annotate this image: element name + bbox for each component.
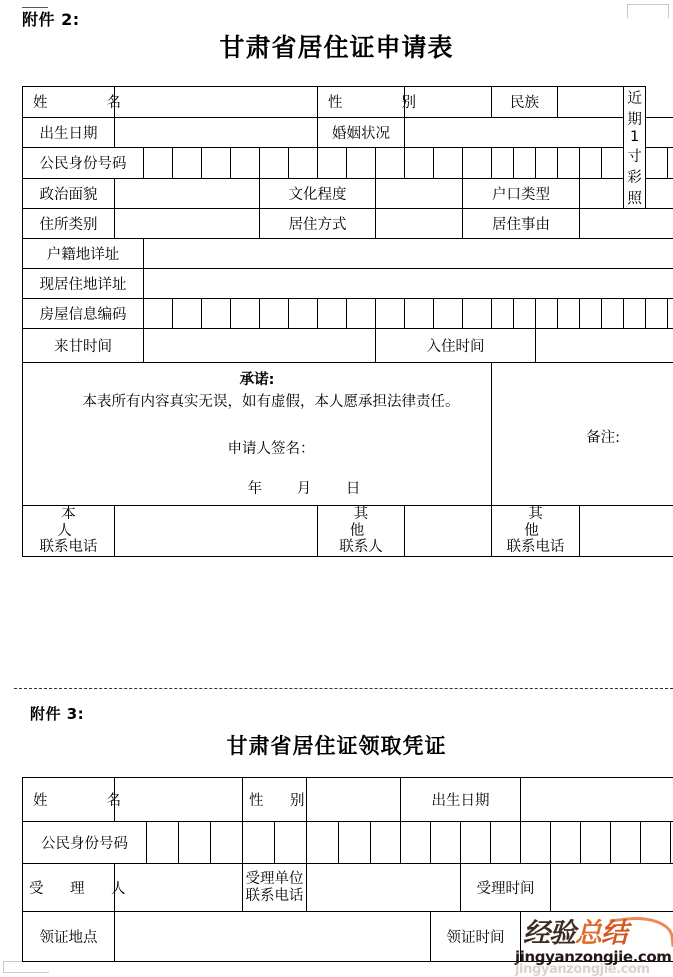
house-code-box[interactable] xyxy=(289,299,318,329)
label-other-phone-line1: 其 他 xyxy=(492,506,579,539)
value-current-address[interactable] xyxy=(144,269,673,299)
label-residence-mode: 居住方式 xyxy=(260,209,376,239)
label-hukou-address: 户籍地详址 xyxy=(23,239,144,269)
watermark-brand-char2: 验 xyxy=(549,918,575,949)
voucher-row-handler xyxy=(23,864,673,912)
house-code-box[interactable] xyxy=(536,299,558,329)
voucher-id-digit-box[interactable] xyxy=(431,822,461,864)
voucher-label-pickup-place: 领证地点 xyxy=(23,912,115,962)
label-education: 文化程度 xyxy=(260,178,376,209)
table-row-contacts xyxy=(23,505,673,556)
value-residence-type[interactable] xyxy=(115,209,260,239)
value-education[interactable] xyxy=(376,178,463,209)
voucher-label-accept-time: 受理时间 xyxy=(461,864,551,912)
residence-permit-application-table xyxy=(22,86,673,557)
table-row-birthdate xyxy=(23,117,673,148)
voucher-id-digit-box[interactable] xyxy=(461,822,491,864)
house-code-box[interactable] xyxy=(202,299,231,329)
watermark-brand-char3: 总 xyxy=(575,918,601,949)
house-code-box[interactable] xyxy=(231,299,260,329)
id-digit-box[interactable] xyxy=(376,148,405,179)
voucher-row-name xyxy=(23,778,673,822)
id-digit-box[interactable] xyxy=(492,148,514,179)
voucher-id-digit-box[interactable] xyxy=(521,822,551,864)
residence-permit-pickup-voucher-table xyxy=(22,777,673,962)
applicant-signature-label[interactable]: 申请人签名： xyxy=(30,438,484,460)
voucher-value-handler[interactable] xyxy=(115,864,243,912)
voucher-id-digit-box[interactable] xyxy=(179,822,211,864)
table-row-commitment xyxy=(23,363,673,506)
voucher-value-accept-time[interactable] xyxy=(551,864,673,912)
value-residence-mode[interactable] xyxy=(376,209,463,239)
table-row-hukou-address xyxy=(23,239,673,269)
photo-placeholder: 近期1寸彩照 xyxy=(624,87,646,209)
commitment-block xyxy=(23,363,492,506)
voucher-label-unit-phone-line1: 受理单位 xyxy=(243,871,306,888)
value-political-status[interactable] xyxy=(115,178,260,209)
table-row-arrival-time xyxy=(23,329,673,363)
id-digit-box[interactable] xyxy=(289,148,318,179)
label-self-phone-line2: 联系电话 xyxy=(23,539,114,556)
label-residence-reason: 居住事由 xyxy=(463,209,580,239)
voucher-id-digit-box[interactable] xyxy=(307,822,339,864)
date-day-label: 日 xyxy=(332,481,376,497)
label-self-phone-line1: 本 人 xyxy=(23,506,114,539)
house-code-box[interactable] xyxy=(173,299,202,329)
table-row-house-code xyxy=(23,299,673,329)
voucher-id-digit-box[interactable] xyxy=(211,822,243,864)
house-code-box[interactable] xyxy=(405,299,434,329)
voucher-value-name[interactable] xyxy=(115,778,243,822)
table-row-political xyxy=(23,178,673,209)
house-code-box[interactable] xyxy=(646,299,668,329)
value-ethnicity[interactable] xyxy=(558,87,624,118)
label-marital-status: 婚姻状况 xyxy=(318,117,405,148)
label-arrival-gansu-time: 来甘时间 xyxy=(23,329,144,363)
voucher-id-digit-box[interactable] xyxy=(275,822,307,864)
value-self-phone[interactable] xyxy=(115,505,318,556)
commitment-heading: 承诺: xyxy=(30,369,484,391)
voucher-id-digit-box[interactable] xyxy=(581,822,611,864)
voucher-value-birthdate[interactable] xyxy=(521,778,673,822)
voucher-label-unit-phone-line2: 联系电话 xyxy=(243,888,306,905)
house-code-box[interactable] xyxy=(434,299,463,329)
table-row-id-number xyxy=(23,148,673,179)
attachment-label-form2: 附件 3: xyxy=(30,703,84,724)
value-arrival-gansu-time[interactable] xyxy=(144,329,376,363)
house-code-box[interactable] xyxy=(318,299,347,329)
id-digit-box[interactable] xyxy=(347,148,376,179)
label-movein-time: 入住时间 xyxy=(376,329,536,363)
id-digit-box[interactable] xyxy=(536,148,558,179)
value-hukou-type[interactable] xyxy=(580,178,673,209)
label-self-phone xyxy=(23,505,115,556)
voucher-label-handler: 受 理 人 xyxy=(23,864,115,912)
house-code-box[interactable] xyxy=(347,299,376,329)
table-row-current-address xyxy=(23,269,673,299)
voucher-id-digit-box[interactable] xyxy=(491,822,521,864)
attachment-label-form1: 附件 2: xyxy=(22,7,80,30)
house-code-box[interactable] xyxy=(514,299,536,329)
voucher-id-digit-box[interactable] xyxy=(401,822,431,864)
voucher-id-digit-box[interactable] xyxy=(611,822,641,864)
house-code-box[interactable] xyxy=(492,299,514,329)
id-digit-box[interactable] xyxy=(558,148,580,179)
voucher-label-unit-phone xyxy=(243,864,307,912)
id-digit-box[interactable] xyxy=(173,148,202,179)
house-code-box[interactable] xyxy=(376,299,405,329)
id-digit-box[interactable] xyxy=(514,148,536,179)
section-divider xyxy=(14,688,673,689)
voucher-id-digit-box[interactable] xyxy=(551,822,581,864)
id-digit-box[interactable] xyxy=(463,148,492,179)
label-house-code: 房屋信息编码 xyxy=(23,299,144,329)
date-year-label: 年 xyxy=(234,481,278,497)
voucher-row-id-number xyxy=(23,822,673,864)
voucher-label-name: 姓 名 xyxy=(23,778,115,822)
house-code-box[interactable] xyxy=(602,299,624,329)
voucher-value-gender[interactable] xyxy=(307,778,401,822)
label-id-number: 公民身份号码 xyxy=(23,148,144,179)
value-hukou-address[interactable] xyxy=(144,239,673,269)
table-row-residence-type xyxy=(23,209,673,239)
voucher-value-pickup-time[interactable] xyxy=(521,912,673,962)
voucher-row-pickup xyxy=(23,912,673,962)
voucher-label-pickup-time: 领证时间 xyxy=(431,912,521,962)
watermark-url: jingyanzongjie.com xyxy=(515,948,670,966)
id-digit-box[interactable] xyxy=(260,148,289,179)
house-code-box[interactable] xyxy=(580,299,602,329)
voucher-id-digit-box[interactable] xyxy=(371,822,401,864)
value-name[interactable] xyxy=(115,87,318,118)
voucher-label-birthdate: 出生日期 xyxy=(401,778,521,822)
id-digit-box[interactable] xyxy=(144,148,173,179)
commitment-body: 本表所有内容真实无误，如有虚假，本人愿承担法律责任。 xyxy=(30,391,484,413)
voucher-id-digit-box[interactable] xyxy=(339,822,371,864)
house-code-box[interactable] xyxy=(668,299,673,329)
page-crop-mark-top-right xyxy=(627,4,669,18)
label-other-contact xyxy=(318,505,405,556)
page-crop-mark-bottom-left xyxy=(3,961,49,973)
label-gender: 性 别 xyxy=(318,87,405,118)
id-digit-box[interactable] xyxy=(580,148,602,179)
label-ethnicity: 民族 xyxy=(492,87,558,118)
date-month-label: 月 xyxy=(283,481,327,497)
voucher-id-digit-box[interactable] xyxy=(243,822,275,864)
value-birthdate[interactable] xyxy=(115,117,318,148)
label-other-phone-line2: 联系电话 xyxy=(492,539,579,556)
voucher-id-digit-box[interactable] xyxy=(147,822,179,864)
house-code-box[interactable] xyxy=(144,299,173,329)
form2-title: 甘肃省居住证领取凭证 xyxy=(0,730,673,760)
label-name: 姓 名 xyxy=(23,87,115,118)
watermark-brand-char4: 结 xyxy=(601,918,627,949)
house-code-box[interactable] xyxy=(260,299,289,329)
id-digit-box[interactable] xyxy=(318,148,347,179)
watermark-brand-char1: 经 xyxy=(523,918,549,949)
voucher-value-unit-phone[interactable] xyxy=(307,864,461,912)
id-digit-box[interactable] xyxy=(202,148,231,179)
house-code-box[interactable] xyxy=(624,299,646,329)
label-residence-type: 住所类别 xyxy=(23,209,115,239)
label-other-phone xyxy=(492,505,580,556)
label-political-status: 政治面貌 xyxy=(23,178,115,209)
watermark-url-ghost: jingyanzongjie.com xyxy=(515,962,670,977)
house-code-box[interactable] xyxy=(558,299,580,329)
voucher-id-digit-box[interactable] xyxy=(641,822,671,864)
id-digit-box[interactable] xyxy=(405,148,434,179)
voucher-label-id-number: 公民身份号码 xyxy=(23,822,147,864)
label-birthdate: 出生日期 xyxy=(23,117,115,148)
label-other-contact-line1: 其 他 xyxy=(318,506,404,539)
label-hukou-type: 户口类型 xyxy=(463,178,580,209)
value-movein-time[interactable] xyxy=(536,329,673,363)
table-row-name xyxy=(23,87,673,118)
house-code-box[interactable] xyxy=(463,299,492,329)
remark-block[interactable]: 备注: xyxy=(492,363,673,506)
id-digit-box[interactable] xyxy=(231,148,260,179)
form1-title: 甘肃省居住证申请表 xyxy=(0,28,673,64)
signature-date-line xyxy=(30,478,484,500)
value-residence-reason[interactable] xyxy=(580,209,673,239)
id-digit-box[interactable] xyxy=(434,148,463,179)
voucher-label-gender: 性 别 xyxy=(243,778,307,822)
label-other-contact-line2: 联系人 xyxy=(318,539,404,556)
label-current-address: 现居住地详址 xyxy=(23,269,144,299)
voucher-value-pickup-place[interactable] xyxy=(115,912,431,962)
